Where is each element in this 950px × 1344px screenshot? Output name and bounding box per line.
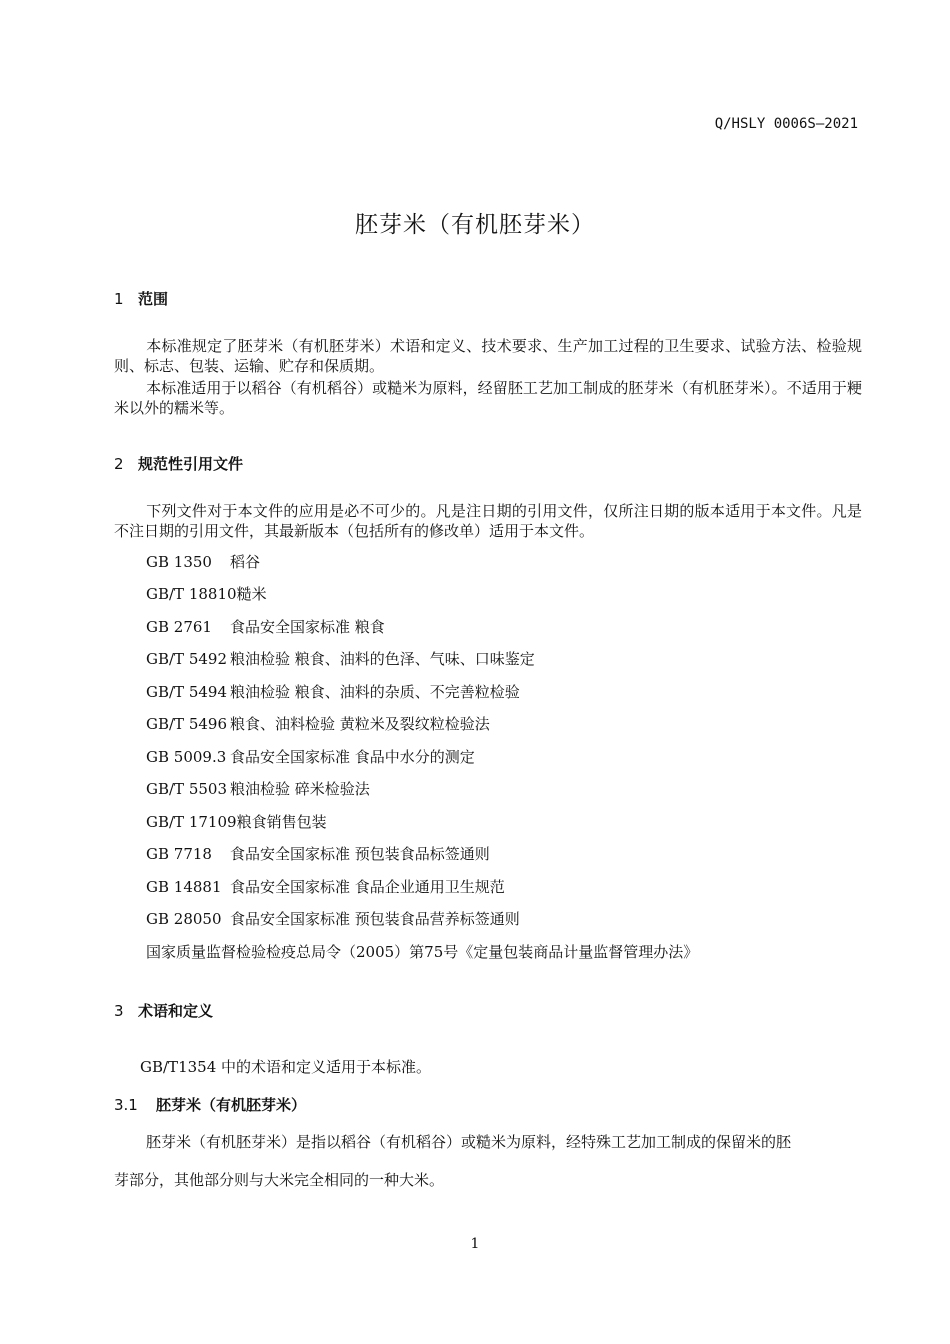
reference-item	[146, 876, 505, 897]
definition-line-2: 芽部分，其他部分则与大米完全相同的一种大米。	[114, 1171, 445, 1189]
section-title: 术语和定义	[138, 1002, 214, 1020]
reference-item	[146, 551, 260, 572]
reference-code: GB/T 17109	[146, 813, 237, 831]
reference-code: GB 28050	[146, 910, 222, 928]
reference-code: GB 2761	[146, 618, 212, 636]
section-2-heading	[114, 453, 243, 474]
reference-code: GB 7718	[146, 845, 212, 863]
reference-code: GB/T 5492	[146, 650, 228, 668]
reference-title: 粮油检验 粮食、油料的杂质、不完善粒检验	[230, 683, 520, 701]
reference-code: GB 1350	[146, 553, 212, 571]
scope-paragraph-1	[114, 336, 862, 376]
paragraph-text: 下列文件对于本文件的应用是必不可少的。凡是注日期的引用文件，仅所注日期的版本适用于本文件。凡是不注日期的引用文件，其最新版本（包括所有的修改单）适用于本文件。	[114, 502, 862, 540]
subsection-3-1-heading	[114, 1094, 306, 1115]
reference-item	[146, 616, 385, 637]
reference-title: 食品安全国家标准 食品企业通用卫生规范	[230, 878, 505, 896]
section-number: 2	[114, 455, 124, 473]
reference-item	[146, 746, 475, 767]
reference-title: 粮食、油料检验 黄粒米及裂纹粒检验法	[230, 715, 490, 733]
standard-code: Q/HSLY 0006S—2021	[714, 116, 858, 132]
reference-title: 食品安全国家标准 食品中水分的测定	[230, 748, 475, 766]
reference-item	[146, 778, 370, 799]
reference-title: 粮油检验 粮食、油料的色泽、气味、口味鉴定	[230, 650, 535, 668]
section-number: 1	[114, 290, 124, 308]
reference-code: GB/T 18810	[146, 585, 237, 603]
reference-code: GB 5009.3	[146, 748, 227, 766]
document-title: 胚芽米（有机胚芽米）	[355, 212, 595, 238]
section-1-heading	[114, 288, 168, 309]
reference-title: 粮油检验 碎米检验法	[230, 780, 370, 798]
section-title: 范围	[138, 290, 169, 308]
section-number: 3	[114, 1002, 124, 1020]
subsection-number: 3.1	[114, 1096, 138, 1114]
reference-item	[146, 843, 490, 864]
paragraph-text: 本标准适用于以稻谷（有机稻谷）或糙米为原料，经留胚工艺加工制成的胚芽米（有机胚芽米）。不适用于粳米以外的糯米等。	[114, 379, 862, 417]
reference-code: GB/T 5496	[146, 715, 228, 733]
reference-code: GB/T 5503	[146, 780, 228, 798]
subsection-title: 胚芽米（有机胚芽米）	[156, 1096, 307, 1114]
page-number: 1	[470, 1236, 480, 1252]
reference-title: 食品安全国家标准 预包装食品营养标签通则	[230, 910, 520, 928]
reference-title: 粮食销售包装	[236, 813, 327, 831]
terms-intro: GB/T1354 中的术语和定义适用于本标准。	[140, 1058, 432, 1076]
paragraph-text: 本标准规定了胚芽米（有机胚芽米）术语和定义、技术要求、生产加工过程的卫生要求、试验方法、检验规则、标志、包装、运输、贮存和保质期。	[114, 337, 862, 375]
references-intro	[114, 501, 862, 541]
section-3-heading	[114, 1000, 213, 1021]
decree-reference: 国家质量监督检验检疫总局令（2005）第75号《定量包装商品计量监督管理办法》	[146, 943, 699, 961]
scope-paragraph-2	[114, 378, 862, 418]
reference-title: 食品安全国家标准 预包装食品标签通则	[230, 845, 490, 863]
reference-item	[146, 583, 267, 604]
reference-item	[146, 908, 520, 929]
reference-item	[146, 681, 520, 702]
reference-item	[146, 648, 535, 669]
reference-code: GB/T 5494	[146, 683, 228, 701]
reference-item	[146, 713, 490, 734]
definition-line-1: 胚芽米（有机胚芽米）是指以稻谷（有机稻谷）或糙米为原料，经特殊工艺加工制成的保留米的胚	[146, 1133, 792, 1151]
reference-title: 糙米	[236, 585, 267, 603]
reference-item	[146, 811, 327, 832]
reference-title: 稻谷	[230, 553, 261, 571]
reference-title: 食品安全国家标准 粮食	[230, 618, 385, 636]
section-title: 规范性引用文件	[138, 455, 244, 473]
reference-code: GB 14881	[146, 878, 222, 896]
